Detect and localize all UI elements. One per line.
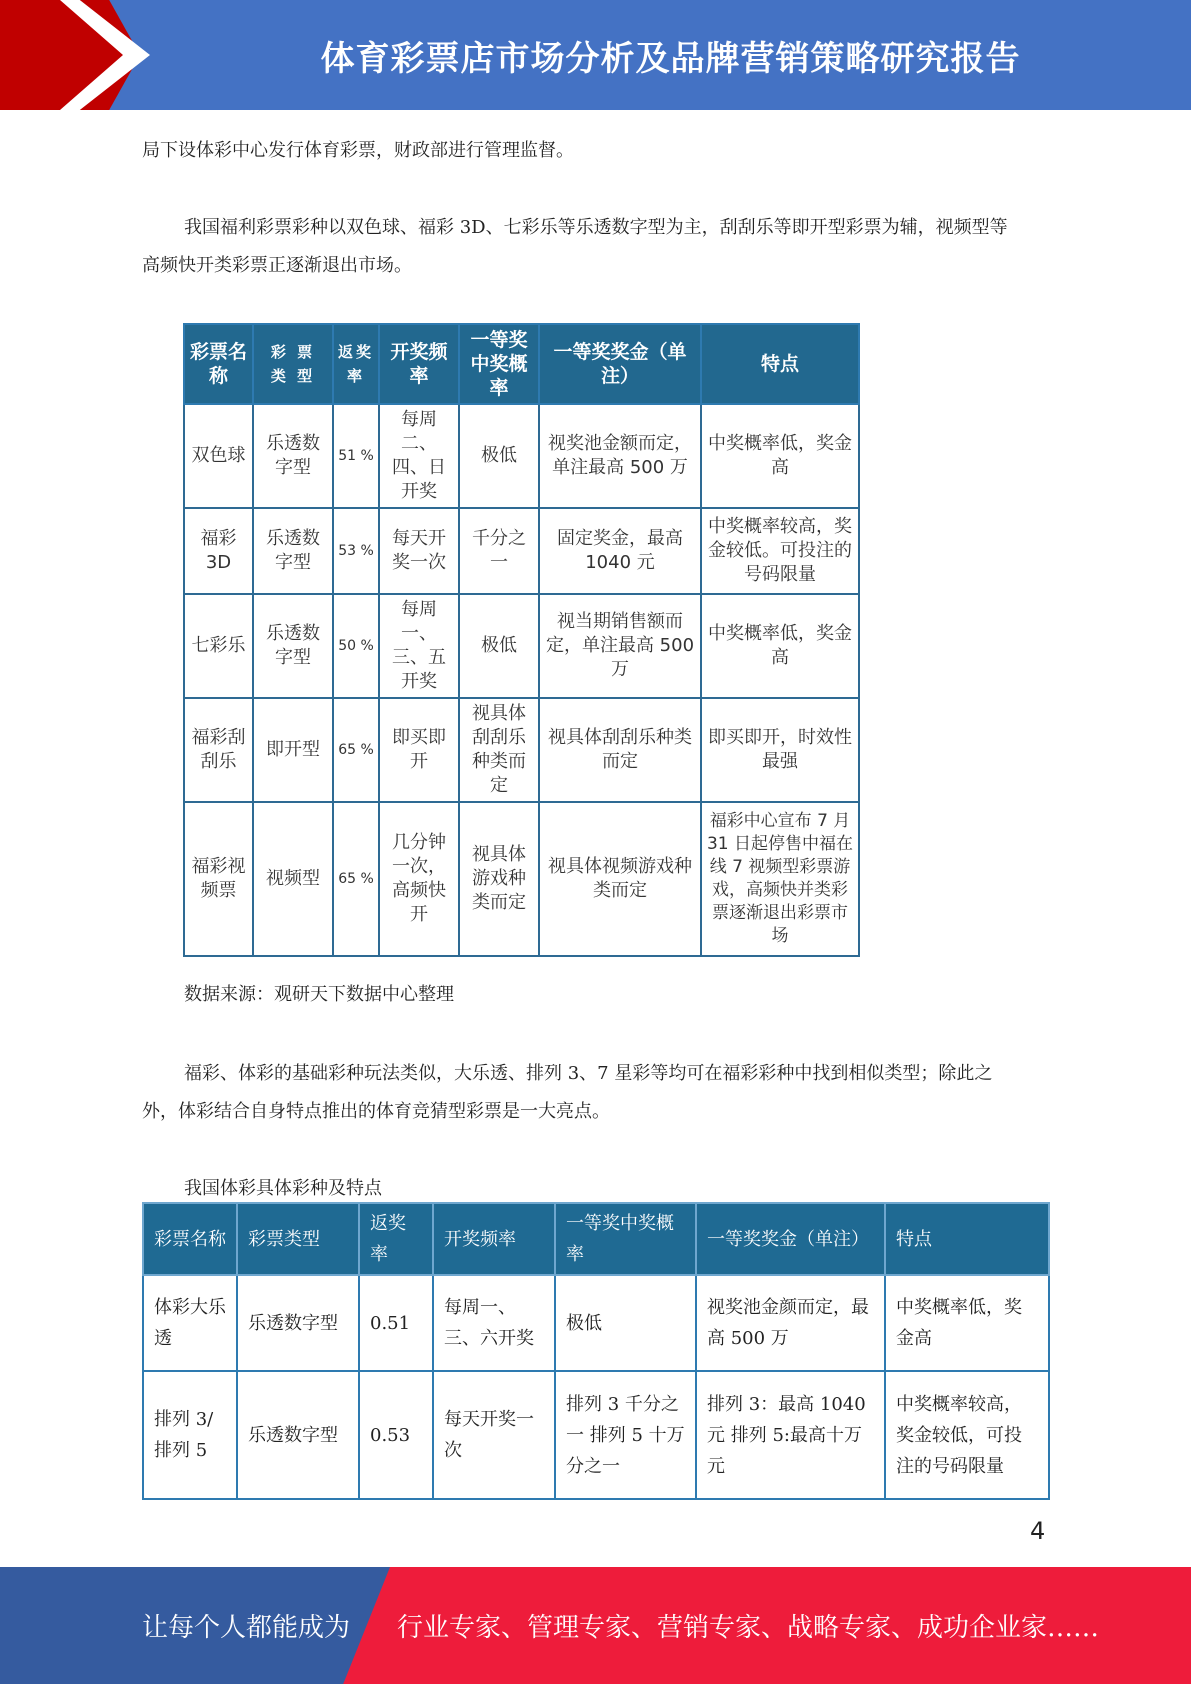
table-cell: 固定奖金，最高 1040 元 bbox=[539, 508, 701, 594]
table-row bbox=[184, 404, 859, 508]
table-cell: 视具体刮刮乐种类而定 bbox=[459, 698, 539, 802]
table-cell: 视具体视频游戏种类而定 bbox=[539, 802, 701, 956]
table-cell: 中奖概率较高，奖金较低。可投注的号码限量 bbox=[701, 508, 859, 594]
column-header: 彩票名称 bbox=[143, 1203, 237, 1275]
column-header: 彩 票 类 型 bbox=[253, 324, 333, 404]
table-cell: 视当期销售额而定，单注最高 500 万 bbox=[539, 594, 701, 698]
table-cell: 排列 3/排列 5 bbox=[143, 1371, 237, 1499]
table-cell: 乐透数字型 bbox=[253, 508, 333, 594]
table-cell: 每天开奖一次 bbox=[379, 508, 459, 594]
table-cell: 0.51 bbox=[359, 1275, 433, 1371]
table-cell: 福彩中心宣布 7 月 31 日起停售中福在线 7 视频型彩票游戏，高频快并类彩票逐渐退出彩票市场 bbox=[701, 802, 859, 956]
table-cell: 视具体刮刮乐种类而定 bbox=[539, 698, 701, 802]
footer-slogan-right: 行业专家、管理专家、营销专家、战略专家、成功企业家…… bbox=[397, 1613, 1100, 1643]
table-cell: 视具体游戏种类而定 bbox=[459, 802, 539, 956]
column-header: 一等奖中奖概率 bbox=[555, 1203, 696, 1275]
table-cell: 乐透数字型 bbox=[237, 1275, 359, 1371]
table-cell: 中奖概率低，奖金高 bbox=[701, 594, 859, 698]
column-header: 开奖频率 bbox=[433, 1203, 555, 1275]
header-red-block bbox=[0, 0, 140, 110]
table-cell: 千分之一 bbox=[459, 508, 539, 594]
welfare-lottery-table bbox=[183, 323, 860, 957]
table-cell: 福彩 3D bbox=[184, 508, 253, 594]
table-cell: 双色球 bbox=[184, 404, 253, 508]
table-cell: 福彩刮刮乐 bbox=[184, 698, 253, 802]
page-footer bbox=[0, 1567, 1191, 1684]
column-header: 开奖频率 bbox=[379, 324, 459, 404]
table-cell: 中奖概率低，奖金高 bbox=[885, 1275, 1049, 1371]
table-cell: 65 % bbox=[333, 802, 379, 956]
data-source-note: 数据来源：观研天下数据中心整理 bbox=[184, 984, 454, 1005]
sports-lottery-table bbox=[142, 1202, 1050, 1500]
table-cell: 极低 bbox=[555, 1275, 696, 1371]
column-header: 特点 bbox=[701, 324, 859, 404]
table-cell: 每周一、三、五开奖 bbox=[379, 594, 459, 698]
column-header: 返奖率 bbox=[333, 324, 379, 404]
column-header: 彩票名称 bbox=[184, 324, 253, 404]
table-row bbox=[143, 1275, 1049, 1371]
table-row bbox=[184, 594, 859, 698]
column-header: 彩票类型 bbox=[237, 1203, 359, 1275]
table-cell: 几分钟一次，高频快开 bbox=[379, 802, 459, 956]
table-cell: 排列 3 千分之一 排列 5 十万分之一 bbox=[555, 1371, 696, 1499]
table-cell: 中奖概率较高，奖金较低，可投注的号码限量 bbox=[885, 1371, 1049, 1499]
table-cell: 乐透数字型 bbox=[253, 594, 333, 698]
paragraph-2: 我国福利彩票彩种以双色球、福彩 3D、七彩乐等乐透数字型为主，刮刮乐等即开型彩票为辅，视频型等高频快开类彩票正逐渐退出市场。 bbox=[142, 217, 1008, 276]
table-cell: 每周一、三、六开奖 bbox=[433, 1275, 555, 1371]
table-cell: 七彩乐 bbox=[184, 594, 253, 698]
table-cell: 53 % bbox=[333, 508, 379, 594]
table-cell: 乐透数字型 bbox=[253, 404, 333, 508]
paragraph-3: 福彩、体彩的基础彩种玩法类似，大乐透、排列 3、7 星彩等均可在福彩彩种中找到相似类型；除此之外，体彩结合自身特点推出的体育竞猜型彩票是一大亮点。 bbox=[142, 1063, 993, 1122]
column-header: 特点 bbox=[885, 1203, 1049, 1275]
table-cell: 每天开奖一次 bbox=[433, 1371, 555, 1499]
table-header-row bbox=[184, 324, 859, 404]
column-header: 返奖率 bbox=[359, 1203, 433, 1275]
table-cell: 乐透数字型 bbox=[237, 1371, 359, 1499]
column-header: 一等奖奖金（单注） bbox=[539, 324, 701, 404]
table-cell: 每周二、四、日开奖 bbox=[379, 404, 459, 508]
table-cell: 即买即开 bbox=[379, 698, 459, 802]
column-header: 一等奖奖金（单注） bbox=[696, 1203, 885, 1275]
table-cell: 即买即开，时效性最强 bbox=[701, 698, 859, 802]
table-cell: 50 % bbox=[333, 594, 379, 698]
table-cell: 65 % bbox=[333, 698, 379, 802]
table-row bbox=[184, 508, 859, 594]
table-cell: 视奖池金颜而定，最高 500 万 bbox=[696, 1275, 885, 1371]
table-cell: 51 % bbox=[333, 404, 379, 508]
table-cell: 0.53 bbox=[359, 1371, 433, 1499]
table2-caption: 我国体彩具体彩种及特点 bbox=[184, 1178, 382, 1199]
table-cell: 体彩大乐透 bbox=[143, 1275, 237, 1371]
footer-slogan-left: 让每个人都能成为 bbox=[142, 1613, 351, 1643]
table-cell: 中奖概率低，奖金高 bbox=[701, 404, 859, 508]
table-cell: 视频型 bbox=[253, 802, 333, 956]
report-title: 体育彩票店市场分析及品牌营销策略研究报告 bbox=[320, 38, 1021, 79]
table-row bbox=[143, 1371, 1049, 1499]
table-cell: 视奖池金额而定，单注最高 500 万 bbox=[539, 404, 701, 508]
column-header: 一等奖中奖概率 bbox=[459, 324, 539, 404]
page-header bbox=[0, 0, 1191, 110]
page-number: 4 bbox=[1030, 1517, 1046, 1545]
table-cell: 极低 bbox=[459, 404, 539, 508]
table-cell: 即开型 bbox=[253, 698, 333, 802]
paragraph-1: 局下设体彩中心发行体育彩票，财政部进行管理监督。 bbox=[142, 140, 574, 161]
table-cell: 极低 bbox=[459, 594, 539, 698]
table-row bbox=[184, 802, 859, 956]
table-header-row bbox=[143, 1203, 1049, 1275]
table-cell: 排列 3：最高 1040 元 排列 5:最高十万元 bbox=[696, 1371, 885, 1499]
table-cell: 福彩视频票 bbox=[184, 802, 253, 956]
table-row bbox=[184, 698, 859, 802]
